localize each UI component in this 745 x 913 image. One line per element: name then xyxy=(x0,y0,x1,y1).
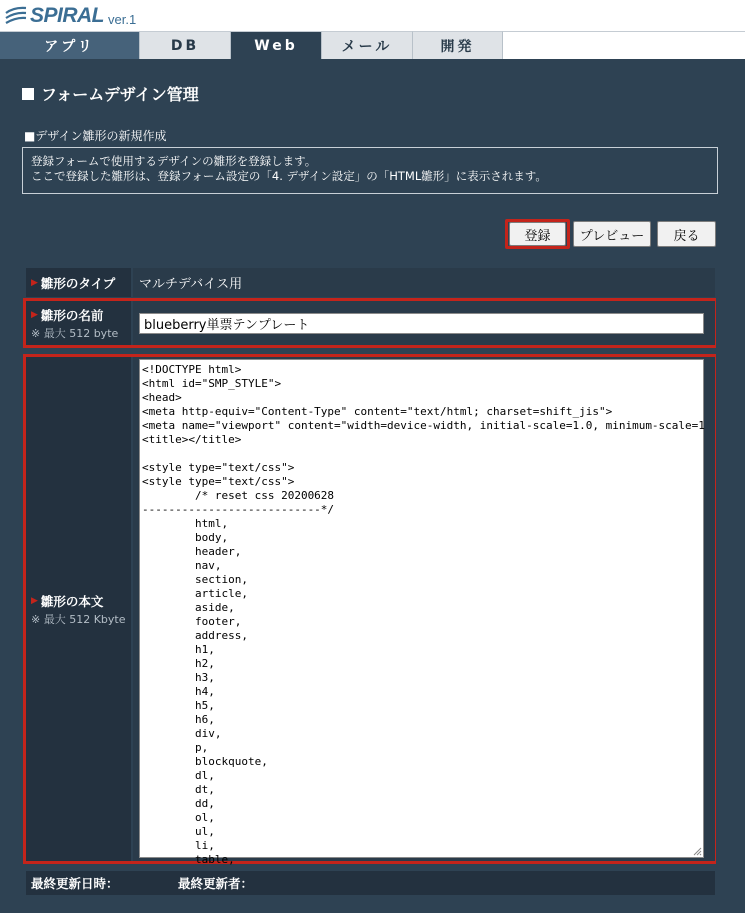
info-box xyxy=(22,147,718,194)
template-body-hint: ※ 最大 512 Kbyte xyxy=(31,612,126,626)
logo-text: SPIRAL xyxy=(30,4,105,27)
updated-by-label: 最終更新者： xyxy=(178,876,254,891)
template-type-label-cell xyxy=(26,268,131,297)
template-body-textarea[interactable] xyxy=(139,359,705,866)
form-row-template-name xyxy=(26,301,715,345)
template-name-label: 雛形の名前 xyxy=(40,307,104,323)
template-body-text: <!DOCTYPE html> <html id="SMP_STYLE"> <head> <meta http-equiv="Content-Type" content="text/html; charset=shift_jis"> <meta name="viewport" content="width=device-width, initial-scale=1.0, minimum-scale=1 <title></title> <style type="text/css"> <style type="text/css"> /* reset css 20200628 ---------------------------*/ html, body, header, nav, section, article, aside, footer, address, h1, h2, h3, h4, h5, h6, div, p, blockquote, dl, dt, dd, ol, ul, li, table, xyxy=(142,363,705,866)
tab-app[interactable]: アプリ xyxy=(0,31,140,59)
tab-mail[interactable]: メール xyxy=(322,31,413,59)
template-name-value-cell xyxy=(133,301,715,345)
tab-development[interactable]: 開発 xyxy=(413,31,503,59)
info-line-1: 登録フォームで使用するデザインの雛形を登録します。 xyxy=(31,154,317,168)
preview-button[interactable]: プレビュー xyxy=(573,221,651,247)
template-name-label-cell xyxy=(26,301,131,345)
section-label: ■デザイン雛形の新規作成 xyxy=(24,129,167,143)
resize-grip-icon[interactable] xyxy=(692,846,702,856)
template-name-label-wrap xyxy=(31,306,126,324)
template-type-value: マルチデバイス用 xyxy=(133,268,715,297)
form-row-template-body xyxy=(26,357,715,866)
info-line-2: ここで登録した雛形は、登録フォーム設定の「4. デザイン設定」の「HTML雛形」に表示されます。 xyxy=(31,169,547,183)
back-button[interactable]: 戻る xyxy=(657,221,716,247)
updated-at-label: 最終更新日時： xyxy=(31,876,119,891)
logo-bar xyxy=(0,0,745,31)
template-body-value-cell xyxy=(133,357,715,866)
main-tabs xyxy=(0,31,745,59)
page-title-text: フォームデザイン管理 xyxy=(41,85,199,104)
template-name-input[interactable] xyxy=(139,313,704,334)
template-name-hint: ※ 最大 512 byte xyxy=(31,326,119,340)
form-row-template-type xyxy=(26,268,715,297)
spiral-logo-icon xyxy=(4,5,28,27)
tabs-filler xyxy=(503,31,745,59)
register-button[interactable]: 登録 xyxy=(509,222,566,246)
required-marker-icon: ▶ xyxy=(31,309,38,320)
tab-web[interactable]: Web xyxy=(231,31,322,59)
tab-db[interactable]: DB xyxy=(140,31,231,59)
template-body-label-cell xyxy=(26,357,131,861)
title-square-icon xyxy=(22,88,34,100)
spiral-logo[interactable] xyxy=(4,3,136,29)
template-body-label-wrap xyxy=(31,592,126,610)
update-info-row xyxy=(26,871,715,895)
page-title xyxy=(22,82,199,105)
required-marker-icon: ▶ xyxy=(31,595,38,606)
required-marker-icon: ▶ xyxy=(31,277,38,288)
template-type-label: 雛形のタイプ xyxy=(40,275,116,291)
register-button-highlight xyxy=(505,219,570,249)
template-type-label-wrap xyxy=(31,274,126,292)
logo-version: ver.1 xyxy=(108,11,137,27)
template-body-label: 雛形の本文 xyxy=(40,593,104,609)
